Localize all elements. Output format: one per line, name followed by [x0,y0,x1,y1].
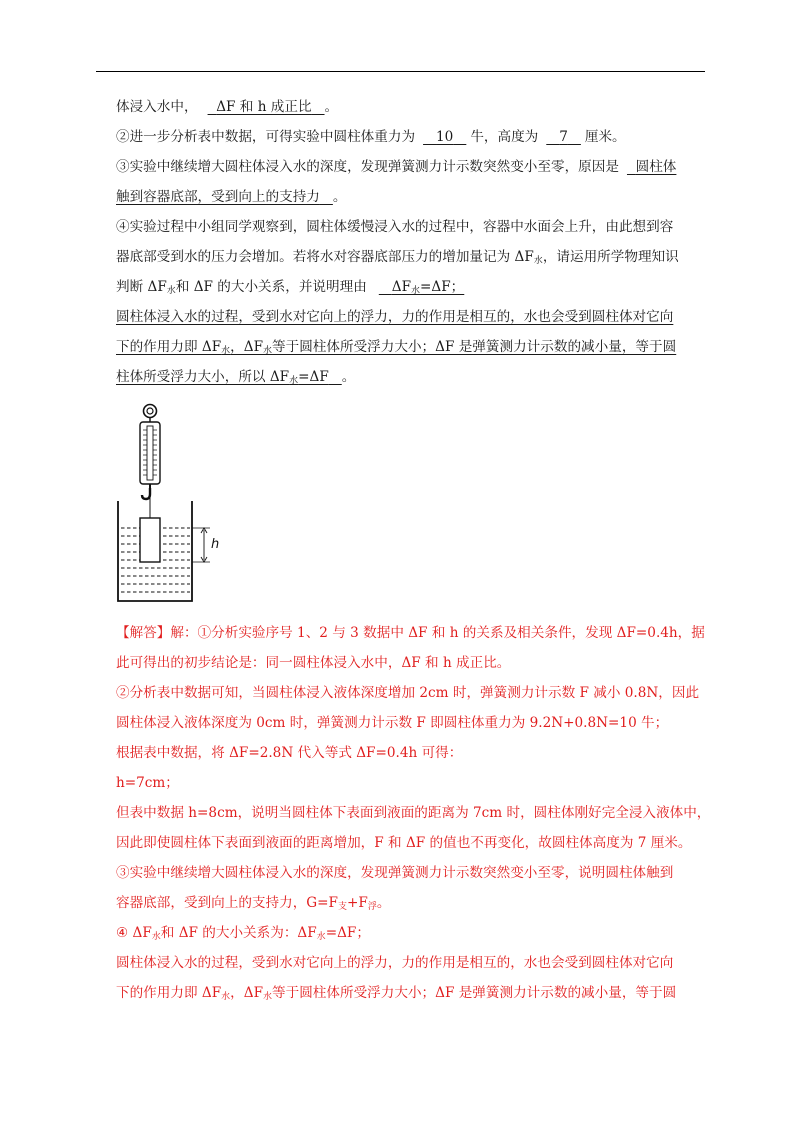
answer-text: 下的作用力即 $\Delta F_水$，$\Delta F_水$等于圆柱体所受浮力大小；ΔF 是弹簧测力计示数的减小量，等于圆 [116,339,677,356]
text-line: 器底部受到水的压力会增加。若将水对容器底部压力的增加量记为 $\Delta F_水$，请运用所学物理知识 [116,249,679,266]
text-line: 圆柱体浸入液体深度为 0cm 时，弹簧测力计示数 F 即圆柱体重力为 9.2N+0.8N=10 牛； [116,715,669,731]
text-line: ④实验过程中小组同学观察到，圆柱体缓慢浸入水的过程中，容器中水面会上升，由此想到容 [116,219,674,235]
hook-icon [142,488,150,499]
document-body [116,92,710,392]
depth-label: h [211,537,220,552]
answer-blank: ΔF 和 h 成正比 [216,99,312,115]
text-line: ②进一步分析表中数据，可得实验中圆柱体重力为 10 牛，高度为 7 厘米。 [116,129,626,145]
text-line: ④ $\Delta F_水$和 ΔF 的大小关系为：$\Delta F_水=\Delta F$； [116,925,370,942]
solution-section [116,618,710,1008]
text: 体浸入水中， [116,99,198,115]
answer-blank: $\Delta F_水=\Delta F$； [391,279,465,296]
text-line [116,302,710,332]
text-line: 但表中数据 h=8cm，说明当圆柱体下表面到液面的距离为 7cm 时，圆柱体刚好完全浸入液体中， [116,805,711,821]
text-line: ②分析表中数据可知，当圆柱体浸入液体深度增加 2cm 时，弹簧测力计示数 F 减小 0.8N，因此 [116,685,700,701]
text-line: 判断 $\Delta F_水$和 ΔF 的大小关系，并说明理由 $\Delta F_水=\Delta F$； [116,279,465,296]
ring-icon [144,405,157,418]
text-line: h=7cm； [116,775,179,791]
text-line: 容器底部，受到向上的支持力，$G=F_支+F_浮$。 [116,895,391,912]
answer-blank: 触到容器底部，受到向上的支持力 [116,189,320,205]
answer-text: 圆柱体浸入水的过程，受到水对它向上的浮力，力的作用是相互的，水也会受到圆柱体对它向 [116,309,674,325]
text-line: ③实验中继续增大圆柱体浸入水的深度，发现弹簧测力计示数突然变小至零，说明圆柱体触到 [116,865,674,881]
text-line: 【解答】解：①分析实验序号 1、2 与 3 数据中 ΔF 和 h 的关系及相关条件，发现 ΔF=0.4h，据 [116,625,705,641]
text-line: 触到容器底部，受到向上的支持力 。 [116,189,347,205]
text-line: 此可得出的初步结论是：同一圆柱体浸入水中，ΔF 和 h 成正比。 [116,655,511,671]
text-line: ③实验中继续增大圆柱体浸入水的深度，发现弹簧测力计示数突然变小至零，原因是 圆柱体 [116,159,677,175]
text-line: 圆柱体浸入水的过程，受到水对它向上的浮力，力的作用是相互的，水也会受到圆柱体对它向 [116,955,674,971]
answer-blank: 7 [559,129,568,145]
text-line [116,332,710,362]
text-line: 体浸入水中， ΔF 和 h 成正比 。 [116,99,339,115]
solution-label: 【解答】 [116,625,171,641]
text-line: 下的作用力即 $\Delta F_水$，$\Delta F_水$等于圆柱体所受浮力大小；ΔF 是弹簧测力计示数的减小量，等于圆 [116,985,677,1002]
header-rule [96,71,705,72]
answer-text: 柱体所受浮力大小，所以 $\Delta F_水=\Delta F$ [116,369,329,386]
spring-scale-apparatus-figure [110,402,230,607]
answer-blank: 圆柱体 [635,159,677,175]
cylinder [140,518,160,562]
text-line: 因此即使圆柱体下表面到液面的距离增加，F 和 ΔF 的值也不再变化，故圆柱体高度为 7 厘米。 [116,835,692,851]
text-line: 根据表中数据，将 ΔF=2.8N 代入等式 ΔF=0.4h 可得： [116,745,463,761]
text-line: 柱体所受浮力大小，所以 $\Delta F_水=\Delta F$ 。 [116,369,356,386]
answer-blank: 10 [436,129,454,145]
